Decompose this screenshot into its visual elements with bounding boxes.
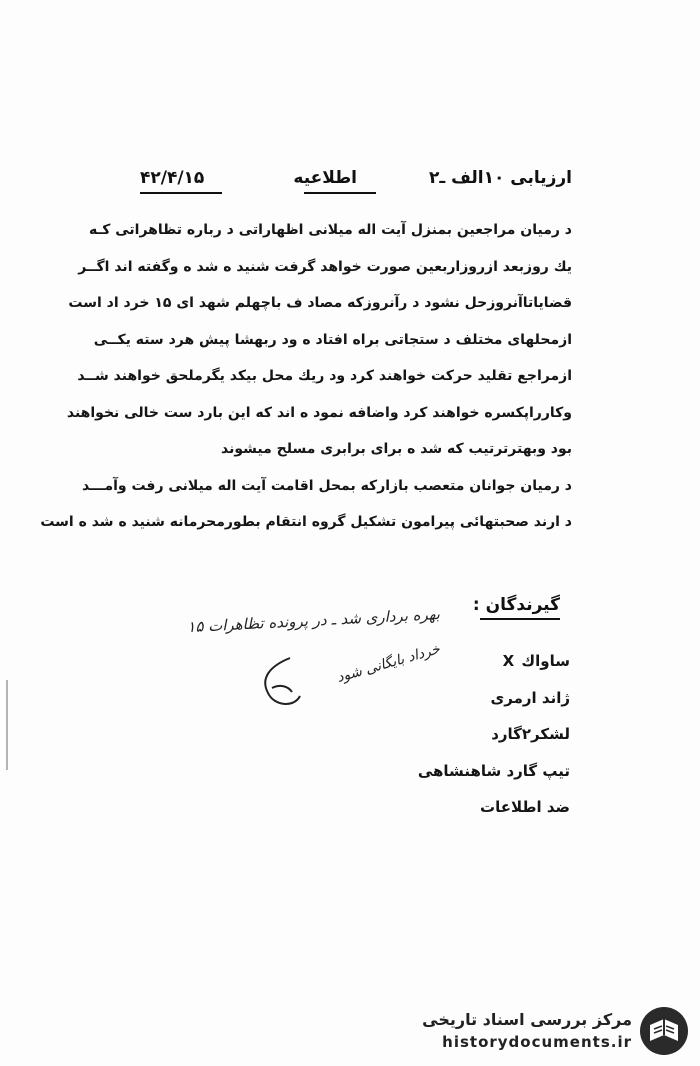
recipient-label: ساواك bbox=[521, 652, 570, 670]
scan-edge-mark bbox=[6, 680, 8, 770]
signature-mark bbox=[250, 648, 310, 718]
body-line: ازمراجع تقلید حرکت خواهند کرد ود ریك محل بیکد یگرملحق خواهند شــد bbox=[77, 368, 572, 384]
body-line: وکارراپکسره خواهند کرد واضافه نمود ه اند که این بارد ست خالی نخواهند bbox=[66, 404, 572, 421]
footer-url: historydocuments.ir bbox=[442, 1033, 632, 1051]
recipient-item bbox=[350, 650, 570, 687]
classification-code: ارزیابی ۱۰الف ـ۲ bbox=[428, 168, 572, 188]
footer-center-name: مرکز بررسی اسناد تاریخی bbox=[422, 1010, 632, 1029]
body-line: د ارند صحبتهائی پیرامون تشکیل گروه انتقام بطورمحرمانه شنید ه شد ه است bbox=[40, 514, 572, 530]
recipients-underline bbox=[480, 618, 560, 620]
document-body bbox=[40, 220, 572, 549]
recipients-list bbox=[350, 650, 570, 833]
document-title: اطلاعیه bbox=[293, 168, 357, 188]
handwritten-note-2: خرداد بایگانی شود bbox=[335, 641, 442, 686]
handwritten-note-1: بهره برداری شد ـ در پرونده تظاهرات ۱۵ bbox=[186, 604, 441, 637]
title-underline bbox=[304, 192, 376, 194]
body-line: یك روزبعد ازروزاربعین صورت خواهد گرفت شنید ه شد ه وگفته اند اگــر bbox=[78, 258, 572, 275]
document-date: ۴۲/۴/۱۵ bbox=[140, 168, 205, 188]
recipients-heading: گیرندگان : bbox=[472, 595, 560, 615]
recipient-item: تیپ گارد شاهنشاهی bbox=[417, 761, 570, 780]
book-logo-icon bbox=[638, 1005, 690, 1057]
recipient-item: ژاند ارمری bbox=[490, 688, 570, 707]
body-line: د رمیان جوانان متعصب بازارکه بمحل اقامت آیت اله میلانی رفت وآمـــد bbox=[82, 477, 572, 494]
body-line: ازمحلهای مختلف د ستجاتی براه افتاد ه ود ربهشا پیش هرد سته یکــی bbox=[93, 331, 572, 348]
recipient-item: لشکر۲گارد bbox=[491, 725, 570, 743]
date-underline bbox=[140, 192, 222, 194]
document-header bbox=[140, 168, 572, 194]
body-line: د رمیان مراجعین بمنزل آیت اله میلانی اظهاراتی د رباره تظاهراتی کـه bbox=[88, 222, 572, 238]
body-line: بود وبهترترتیب که شد ه برای برابری مسلح میشوند bbox=[221, 441, 572, 457]
check-mark: X bbox=[502, 652, 515, 670]
recipient-item: ضد اطلاعات bbox=[480, 798, 570, 816]
body-line: قضایاتاآنروزحل نشود د رآنروزکه مصاد ف باچهلم شهد ای ۱۵ خرد اد است bbox=[68, 295, 572, 311]
